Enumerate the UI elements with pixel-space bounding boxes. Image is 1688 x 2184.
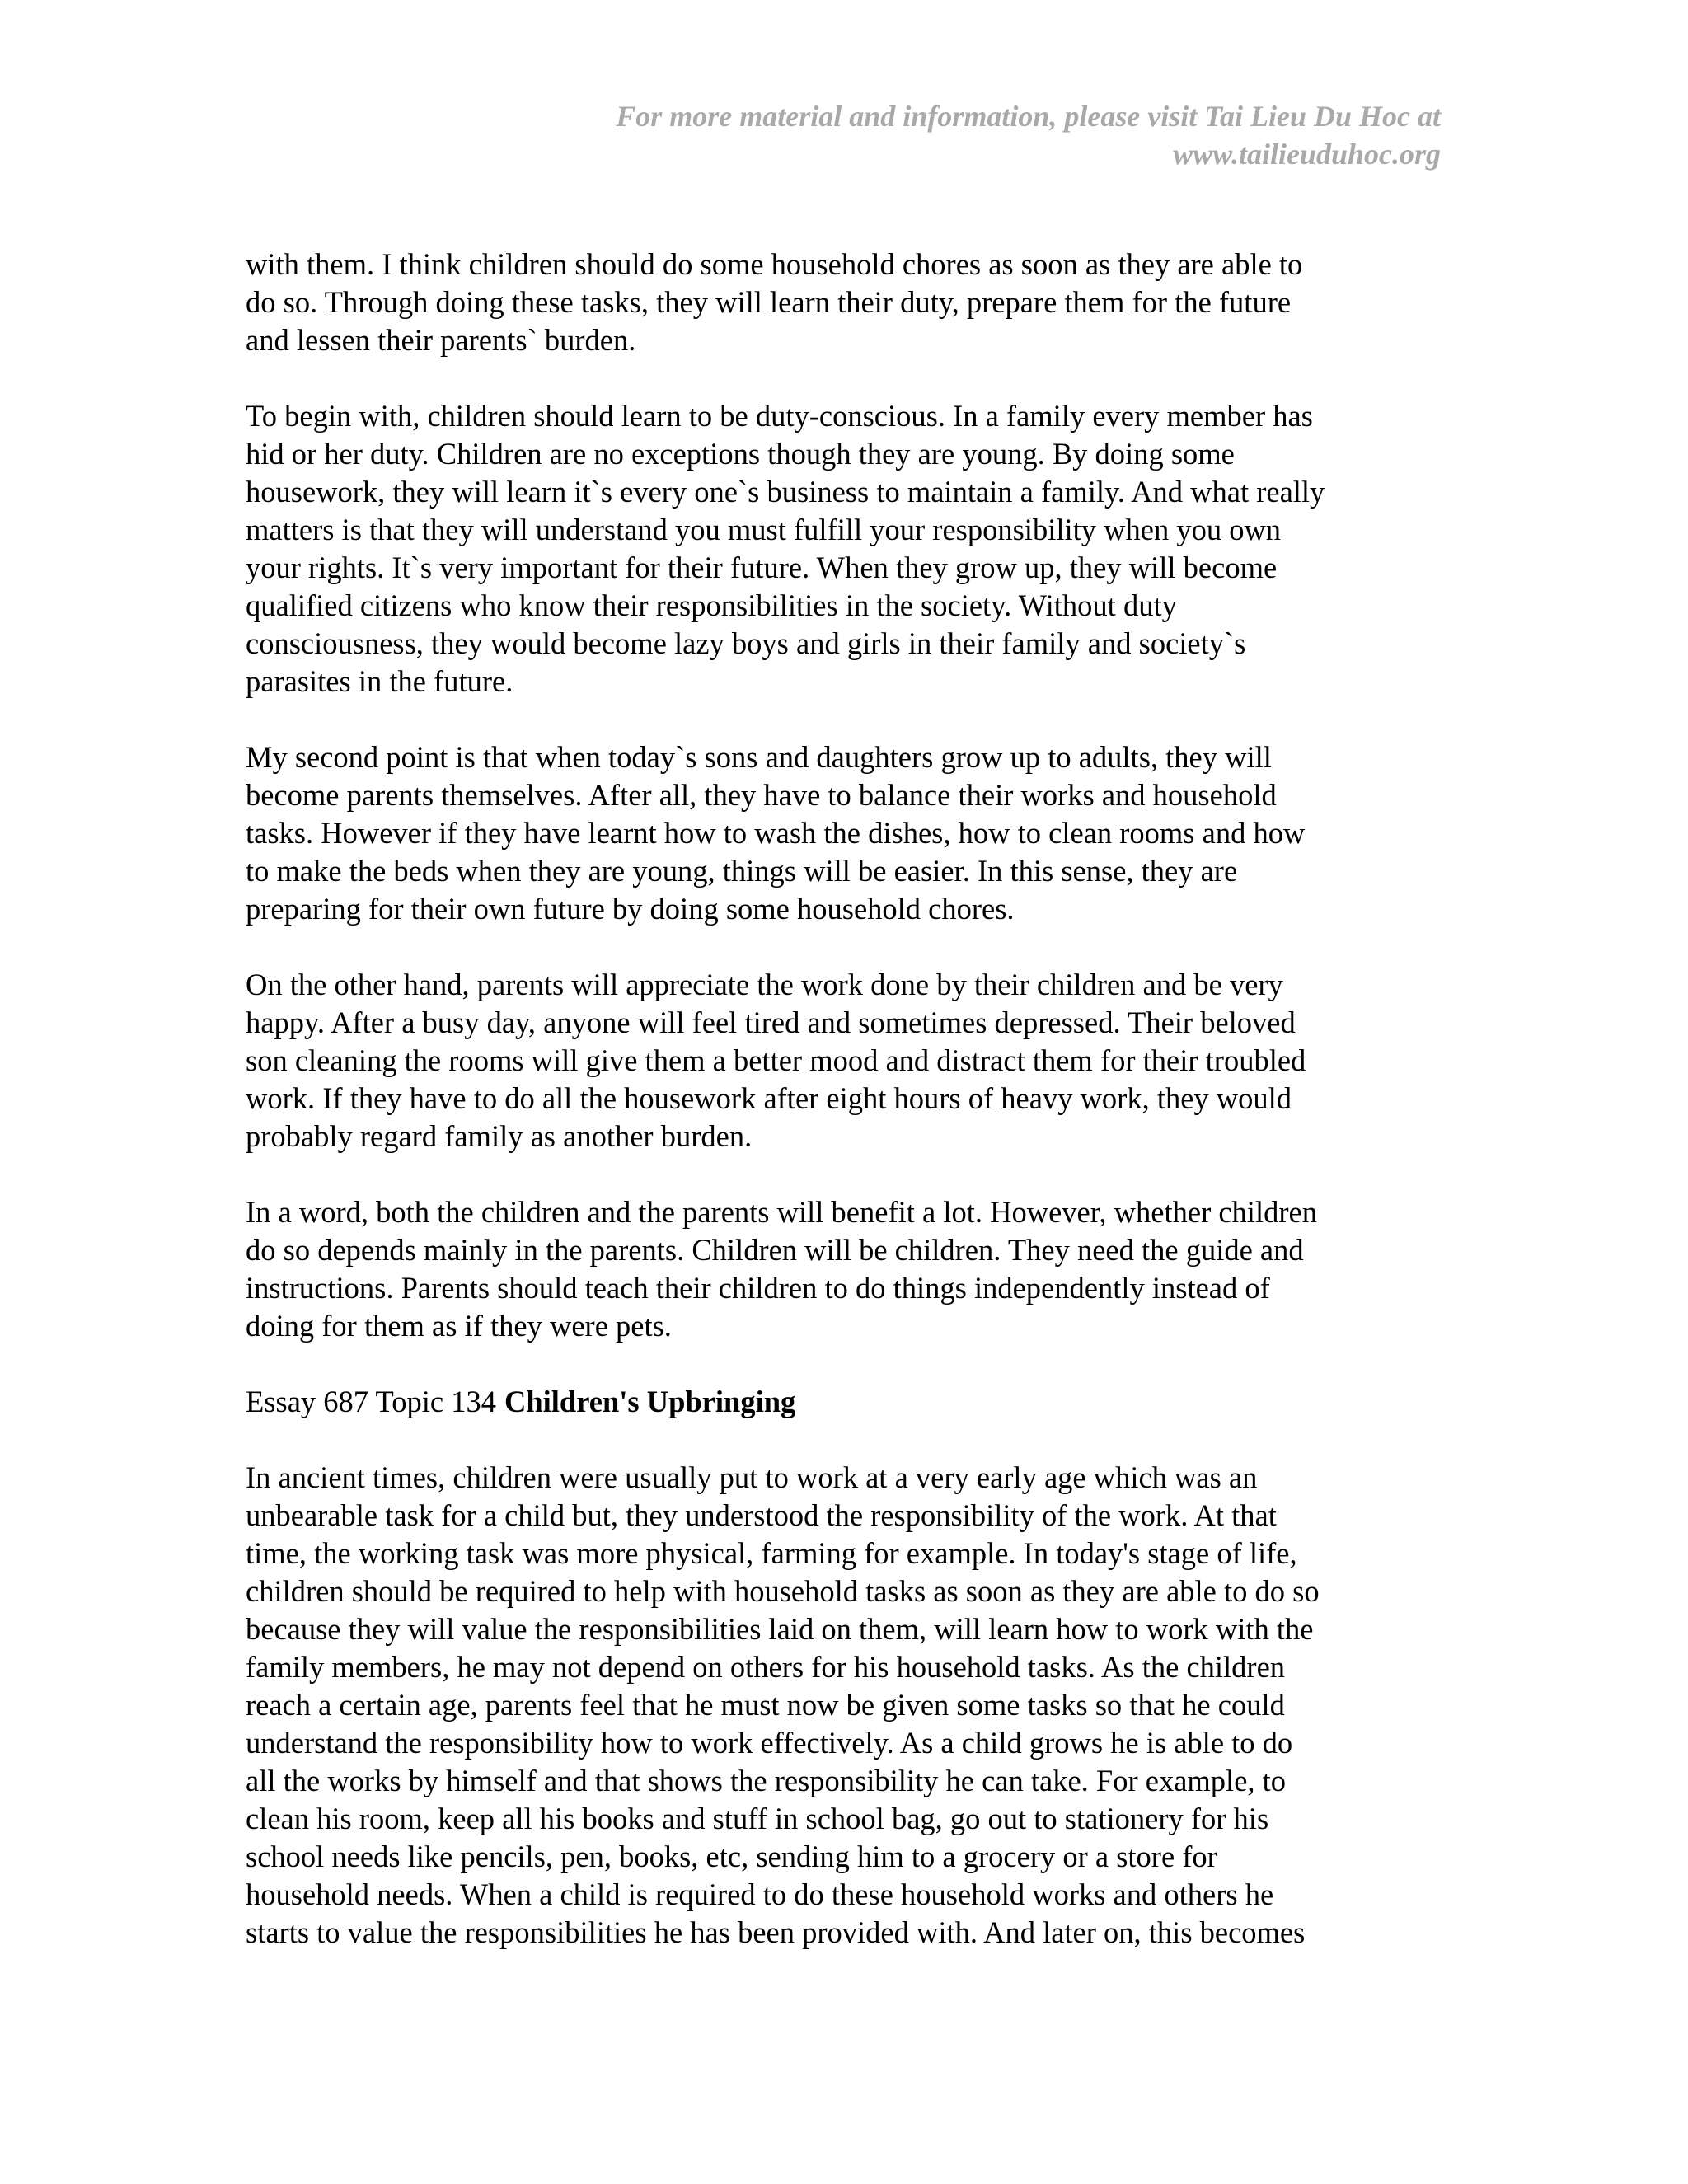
text-line: In a word, both the children and the parents will benefit a lot. However, whether children	[246, 1195, 1317, 1229]
text-line: housework, they will learn it`s every one`s business to maintain a family. And what really	[246, 475, 1325, 509]
page-header	[287, 97, 1441, 173]
text-line: happy. After a busy day, anyone will feel tired and sometimes depressed. Their beloved	[246, 1005, 1296, 1039]
text-line: qualified citizens who know their responsibilities in the society. Without duty	[246, 588, 1177, 622]
text-line: all the works by himself and that shows the responsibility he can take. For example, to	[246, 1764, 1287, 1797]
text-line: and lessen their parents` burden.	[246, 323, 636, 357]
text-line: My second point is that when today`s sons and daughters grow up to adults, they will	[246, 740, 1272, 774]
text-line: with them. I think children should do some household chores as soon as they are able to	[246, 247, 1303, 281]
paragraph-2	[246, 397, 1449, 701]
header-line-1: For more material and information, please visit Tai Lieu Du Hoc at	[616, 100, 1441, 133]
text-line: household needs. When a child is required to do these household works and others he	[246, 1877, 1274, 1911]
text-line: because they will value the responsibilities laid on them, will learn how to work with the	[246, 1612, 1314, 1646]
text-line: hid or her duty. Children are no exceptions though they are young. By doing some	[246, 437, 1235, 471]
text-line: consciousness, they would become lazy boys and girls in their family and society`s	[246, 626, 1246, 660]
essay-heading	[246, 1383, 1449, 1421]
paragraph-1	[246, 246, 1449, 359]
text-line: In ancient times, children were usually put to work at a very early age which was an	[246, 1460, 1258, 1494]
text-line: To begin with, children should learn to be duty-conscious. In a family every member has	[246, 399, 1313, 433]
paragraph-5	[246, 1193, 1449, 1345]
paragraph-6	[246, 1459, 1449, 1952]
text-line: starts to value the responsibilities he has been provided with. And later on, this becomes	[246, 1915, 1306, 1949]
text-line: son cleaning the rooms will give them a better mood and distract them for their troubled	[246, 1043, 1306, 1077]
text-line: probably regard family as another burden.	[246, 1119, 753, 1153]
text-line: do so. Through doing these tasks, they will learn their duty, prepare them for the future	[246, 285, 1292, 319]
text-line: time, the working task was more physical, farming for example. In today's stage of life,	[246, 1536, 1297, 1570]
text-line: family members, he may not depend on others for his household tasks. As the children	[246, 1650, 1286, 1684]
text-line: matters is that they will understand you must fulfill your responsibility when you own	[246, 513, 1282, 546]
essay-number: Essay 687 Topic 134	[246, 1385, 496, 1418]
text-line: doing for them as if they were pets.	[246, 1309, 672, 1343]
text-line: preparing for their own future by doing some household chores.	[246, 892, 1015, 926]
text-line: become parents themselves. After all, they have to balance their works and household	[246, 778, 1277, 812]
paragraph-3	[246, 738, 1449, 928]
text-line: On the other hand, parents will appreciate the work done by their children and be very	[246, 968, 1283, 1001]
text-line: parasites in the future.	[246, 664, 513, 698]
text-line: to make the beds when they are young, things will be easier. In this sense, they are	[246, 854, 1238, 888]
text-line: tasks. However if they have learnt how to wash the dishes, how to clean rooms and how	[246, 816, 1306, 850]
text-line: do so depends mainly in the parents. Children will be children. They need the guide and	[246, 1233, 1304, 1267]
text-line: instructions. Parents should teach their children to do things independently instead of	[246, 1271, 1270, 1305]
text-line: understand the responsibility how to work effectively. As a child grows he is able to do	[246, 1726, 1293, 1760]
essay-title: Children's Upbringing	[504, 1385, 796, 1418]
text-line: reach a certain age, parents feel that he must now be given some tasks so that he could	[246, 1688, 1285, 1722]
text-line: clean his room, keep all his books and stuff in school bag, go out to stationery for his	[246, 1802, 1269, 1835]
header-line-2: www.tailieuduhoc.org	[1173, 138, 1441, 171]
text-line: work. If they have to do all the housework after eight hours of heavy work, they would	[246, 1081, 1292, 1115]
paragraph-4	[246, 966, 1449, 1155]
text-line: your rights. It`s very important for their future. When they grow up, they will become	[246, 551, 1278, 584]
text-line: children should be required to help with household tasks as soon as they are able to do so	[246, 1574, 1320, 1608]
text-line: school needs like pencils, pen, books, etc, sending him to a grocery or a store for	[246, 1840, 1217, 1873]
text-line: unbearable task for a child but, they understood the responsibility of the work. At that	[246, 1498, 1277, 1532]
document-body	[246, 246, 1449, 1990]
